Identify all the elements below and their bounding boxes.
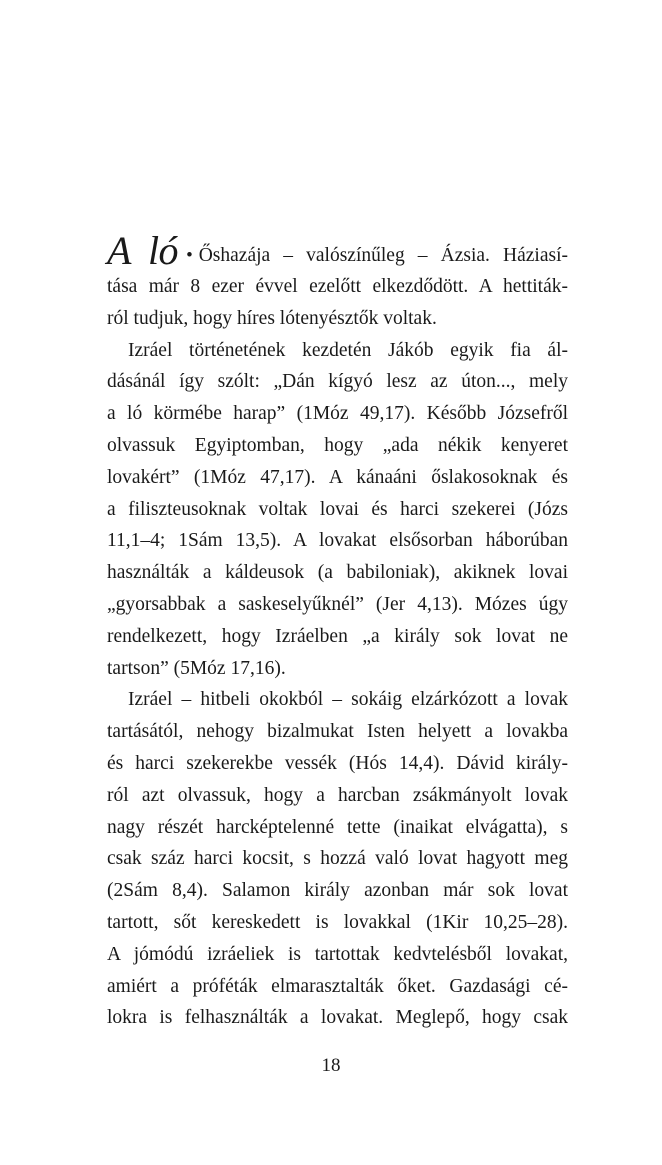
text-line: ról azt olvassuk, hogy a harcban zsákmányolt lovak — [107, 784, 568, 806]
text-line: tása már 8 ezer évvel ezelőtt elkezdődött. A hettiták- — [107, 276, 568, 297]
text-line: ról tudjuk, hogy híres lótenyésztők voltak. — [107, 307, 437, 329]
article-first-line — [107, 228, 568, 273]
text-line: Izráel – hitbeli okokból – sokáig elzárkózott a lovak — [128, 689, 568, 711]
text-line: csak száz harci kocsit, s hozzá való lovat hagyott meg — [107, 848, 568, 870]
text-line: tartott, sőt kereskedett is lovakkal (1Kir 10,25–28). — [107, 911, 568, 933]
text-line: „gyorsabbak a saskeselyűknél” (Jer 4,13). Mózes úgy — [107, 593, 568, 615]
text-line: (2Sám 8,4). Salamon király azonban már sok lovat — [107, 880, 568, 902]
text-line: amiért a próféták elmarasztalták őket. Gazdasági cé- — [107, 975, 568, 997]
text-line: és harci szekerekbe vessék (Hós 14,4). Dávid király- — [107, 752, 568, 774]
text-line: tartásától, nehogy bizalmukat Isten helyett a lovakba — [107, 721, 568, 743]
text-line: tartson” (5Móz 17,16). — [107, 657, 286, 679]
bullet-separator: • — [186, 245, 193, 266]
text-line: a ló körmébe harap” (1Móz 49,17). Később Józsefről — [107, 403, 568, 425]
text-line: Izráel történetének kezdetén Jákób egyik fia ál- — [128, 339, 568, 361]
text-line: lokra is felhasználták a lovakat. Meglepő, hogy csak — [107, 1007, 568, 1029]
text-line: nagy részét harcképtelenné tette (inaikat elvágatta), s — [107, 816, 568, 838]
article-title: A ló — [107, 228, 179, 273]
page-number: 18 — [321, 1055, 341, 1076]
text-line: A jómódú izráeliek is tartottak kedvtelésből lovakat, — [107, 943, 568, 965]
article-body — [107, 228, 568, 1034]
text-line: használták a káldeusok (a babiloniak), akiknek lovai — [107, 562, 568, 584]
text-line: lovakért” (1Móz 47,17). A kánaáni őslakosoknak és — [107, 466, 568, 488]
text-line: dásánál így szólt: „Dán kígyó lesz az úton..., mely — [107, 371, 568, 393]
text-line: rendelkezett, hogy Izráelben „a király sok lovat ne — [107, 625, 568, 647]
text-line: a filiszteusoknak voltak lovai és harci szekerei (Józs — [107, 498, 568, 520]
text-line: olvassuk Egyiptomban, hogy „ada nékik kenyeret — [107, 434, 568, 456]
text-line: 11,1–4; 1Sám 13,5). A lovakat elsősorban háborúban — [107, 530, 568, 552]
first-line-text: Őshazája – valószínűleg – Ázsia. Háziasí- — [198, 245, 568, 266]
